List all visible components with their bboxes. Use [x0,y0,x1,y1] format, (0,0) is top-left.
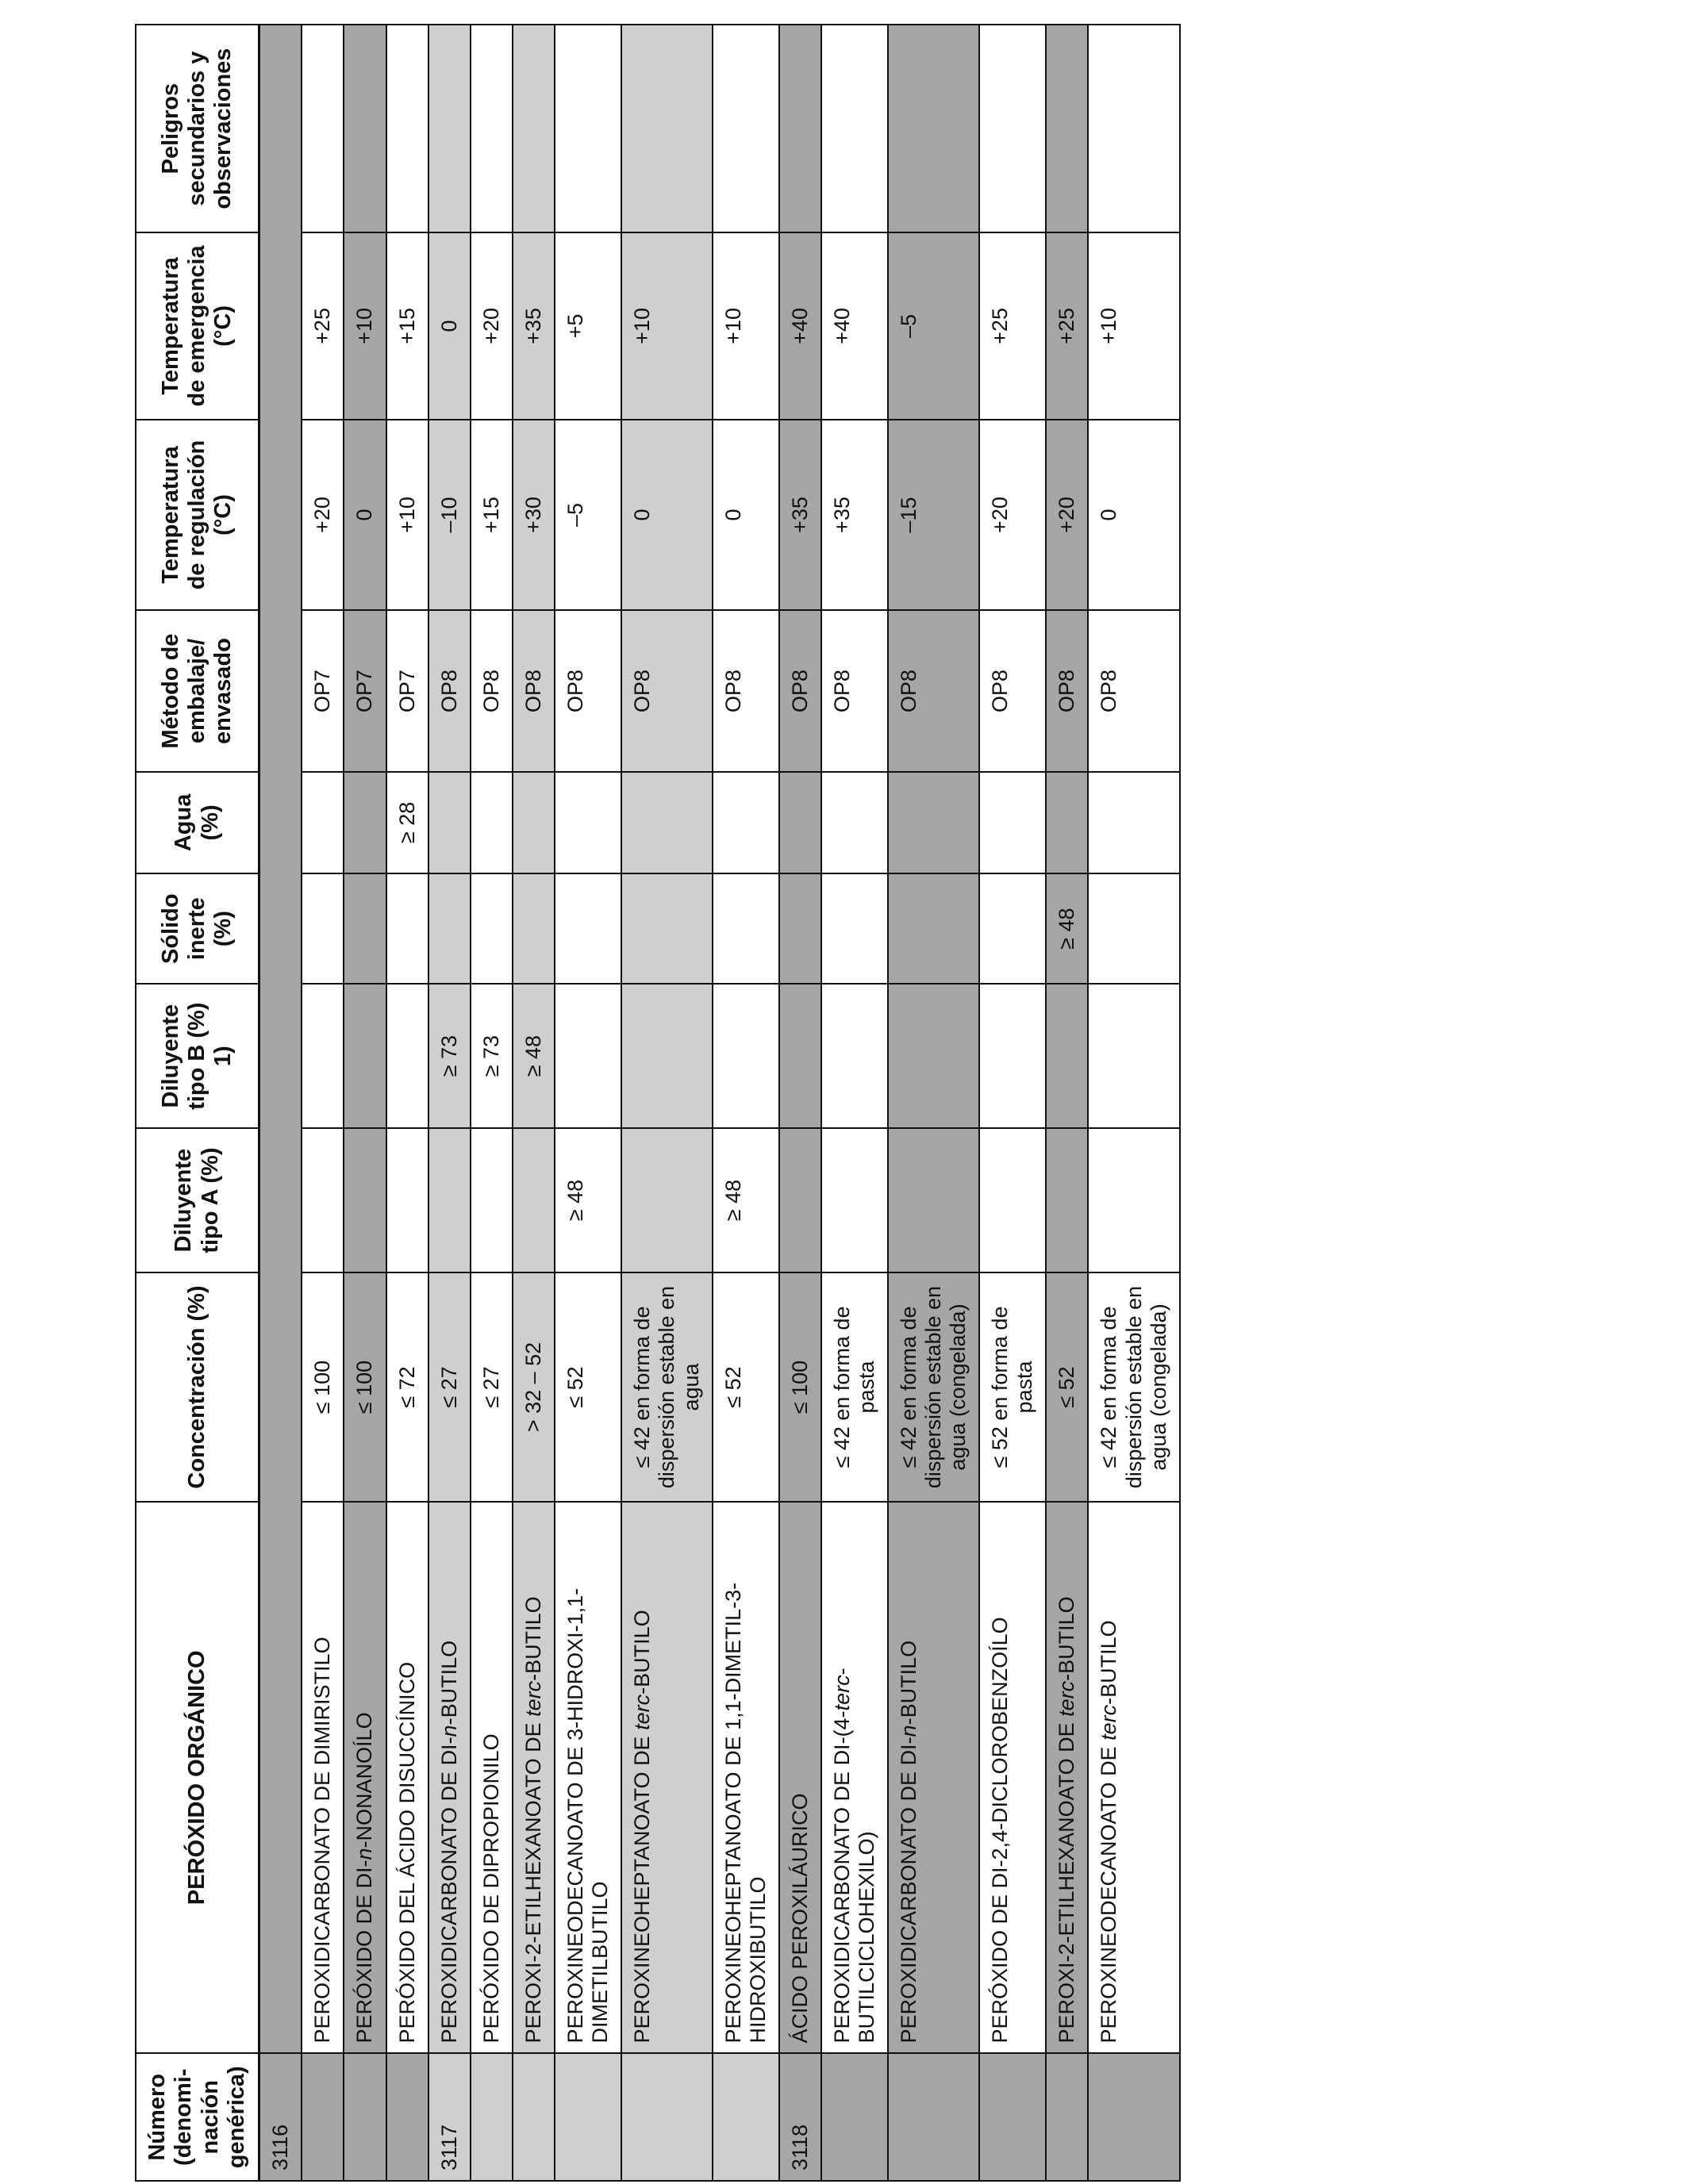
cell-solido [979,873,1046,984]
cell-concentracion: ≤ 52 [713,1272,779,1502]
cell-diluyente-a [513,1128,555,1272]
peroxide-name: ÁCIDO PEROXILÁURICO [779,1502,821,2054]
cell-t-regulacion: +35 [779,420,821,611]
peroxide-name: PERÓXIDO DE DI-n-NONANOÍLO [344,1502,386,2054]
cell-metodo: OP8 [779,610,821,771]
cell-solido [555,873,621,984]
cell-solido [821,873,888,984]
header-diluyente-a: Diluyente tipo A (%) [136,1128,259,1272]
cell-diluyente-a [428,1128,471,1272]
cell-t-regulacion: +20 [1046,420,1088,611]
cell-concentracion: ≤ 42 en forma de pasta [821,1272,888,1502]
cell-solido [344,873,386,984]
cell-agua: ≥ 28 [386,772,428,873]
cell-metodo: OP8 [428,610,471,771]
cell-t-regulacion: –5 [555,420,621,611]
cell-solido [471,873,513,984]
peroxide-name: PEROXIDICARBONATO DE DIMIRISTILO [302,1502,344,2054]
cell-diluyente-b [821,984,888,1128]
cell-metodo: OP8 [713,610,779,771]
header-metodo: Método de embalaje/ envasado [136,610,259,771]
table-row [979,25,1046,2181]
cell-diluyente-b [344,984,386,1128]
cell-observaciones [779,25,821,232]
cell-agua [471,772,513,873]
cell-t-regulacion: 0 [344,420,386,611]
cell-observaciones [471,25,513,232]
peroxide-name: PEROXI-2-ETILHEXANOATO DE terc-BUTILO [1046,1502,1088,2054]
cell-t-emergencia: +20 [471,232,513,419]
cell-t-regulacion: 0 [713,420,779,611]
header-solido: Sólido inerte (%) [136,873,259,984]
peroxide-name: PEROXIDICARBONATO DE DI-n-BUTILO [428,1502,471,2054]
group-spacer-row [259,25,302,2181]
cell-diluyente-a [471,1128,513,1272]
cell-observaciones [302,25,344,232]
cell-metodo: OP7 [344,610,386,771]
cell-observaciones [713,25,779,232]
cell-diluyente-b: ≥ 73 [471,984,513,1128]
cell-concentracion: ≤ 52 [555,1272,621,1502]
cell-observaciones [821,25,888,232]
cell-concentracion: ≤ 27 [428,1272,471,1502]
peroxide-name: PEROXIDICARBONATO DE DI-(4-terc-BUTILCICLOHEXILO) [821,1502,888,2054]
cell-diluyente-b [1088,984,1179,1128]
cell-agua [513,772,555,873]
header-concentracion: Concentración (%) [136,1272,259,1502]
cell-t-emergencia: +35 [513,232,555,419]
header-agua: Agua (%) [136,772,259,873]
table-row [621,25,713,2181]
cell-concentracion: ≤ 52 [1046,1272,1088,1502]
cell-diluyente-a [1046,1128,1088,1272]
cell-diluyente-a: ≥ 48 [555,1128,621,1272]
cell-concentracion: > 32 – 52 [513,1272,555,1502]
header-diluyente-b: Diluyente tipo B (%) 1) [136,984,259,1128]
table-body [259,25,1180,2181]
cell-agua [344,772,386,873]
cell-observaciones [428,25,471,232]
cell-metodo: OP7 [386,610,428,771]
table-row [428,25,471,2181]
table-row [1046,25,1088,2181]
table-row [713,25,779,2181]
cell-diluyente-b [888,984,979,1128]
cell-t-emergencia: +5 [555,232,621,419]
peroxide-name: PEROXI-2-ETILHEXANOATO DE terc-BUTILO [513,1502,555,2054]
cell-concentracion: ≤ 52 en forma de pasta [979,1272,1046,1502]
cell-t-regulacion: +10 [386,420,428,611]
cell-t-emergencia: +10 [1088,232,1179,419]
cell-concentracion: ≤ 42 en forma de dispersión estable en agua (congelada) [1088,1272,1179,1502]
cell-observaciones [555,25,621,232]
cell-t-emergencia: 0 [428,232,471,419]
group-number: 3118 [779,2054,821,2182]
cell-observaciones [979,25,1046,232]
cell-agua [555,772,621,873]
cell-t-emergencia: +25 [979,232,1046,419]
peroxide-table [135,24,1181,2182]
header-t-emergencia: Temperatura de emergencia (°C) [136,232,259,419]
cell-diluyente-b [302,984,344,1128]
peroxide-name: PEROXINEOHEPTANOATO DE terc-BUTILO [621,1502,713,2054]
cell-diluyente-b [621,984,713,1128]
header-row [136,25,259,2181]
cell-metodo: OP8 [471,610,513,771]
cell-t-emergencia: –5 [888,232,979,419]
header-peligros: Peligros secundarios y observaciones [136,25,259,232]
table-row [302,25,344,2181]
cell-observaciones [621,25,713,232]
group-number: 3117 [428,2054,471,2182]
cell-concentracion: ≤ 100 [779,1272,821,1502]
cell-metodo: OP8 [888,610,979,771]
cell-diluyente-a [888,1128,979,1272]
cell-observaciones [1046,25,1088,232]
table-row [471,25,513,2181]
table-row [1088,25,1179,2181]
peroxide-name: PERÓXIDO DEL ÁCIDO DISUCCÍNICO [386,1502,428,2054]
cell-t-emergencia: +10 [621,232,713,419]
cell-observaciones [344,25,386,232]
cell-solido [1088,873,1179,984]
cell-concentracion: ≤ 100 [344,1272,386,1502]
cell-diluyente-a [1088,1128,1179,1272]
cell-solido [428,873,471,984]
cell-t-regulacion: 0 [621,420,713,611]
peroxide-name: PEROXINEODECANOATO DE 3-HIDROXI-1,1-DIMETILBUTILO [555,1502,621,2054]
cell-t-emergencia: +25 [302,232,344,419]
cell-metodo: OP8 [513,610,555,771]
cell-observaciones [888,25,979,232]
cell-solido [621,873,713,984]
cell-concentracion: ≤ 72 [386,1272,428,1502]
cell-t-emergencia: +10 [713,232,779,419]
cell-solido [713,873,779,984]
cell-metodo: OP8 [1088,610,1179,771]
table-row [386,25,428,2181]
cell-diluyente-b [386,984,428,1128]
cell-agua [821,772,888,873]
cell-solido: ≥ 48 [1046,873,1088,984]
cell-metodo: OP8 [1046,610,1088,771]
cell-t-regulacion: +30 [513,420,555,611]
cell-t-regulacion: +15 [471,420,513,611]
cell-solido [888,873,979,984]
cell-diluyente-b [779,984,821,1128]
cell-t-emergencia: +40 [779,232,821,419]
cell-solido [386,873,428,984]
cell-agua [1088,772,1179,873]
peroxide-name: PEROXIDICARBONATO DE DI-n-BUTILO [888,1502,979,2054]
peroxide-name: PERÓXIDO DE DIPROPIONILO [471,1502,513,2054]
cell-agua [779,772,821,873]
cell-diluyente-a [344,1128,386,1272]
cell-concentracion: ≤ 100 [302,1272,344,1502]
cell-agua [888,772,979,873]
cell-agua [621,772,713,873]
peroxide-name: PERÓXIDO DE DI-2,4-DICLOROBENZOÍLO [979,1502,1046,2054]
cell-concentracion: ≤ 42 en forma de dispersión estable en agua (congelada) [888,1272,979,1502]
cell-t-regulacion: –15 [888,420,979,611]
cell-t-emergencia: +10 [344,232,386,419]
cell-metodo: OP7 [302,610,344,771]
rotated-table-container [135,24,1452,2182]
cell-agua [302,772,344,873]
cell-solido [779,873,821,984]
cell-concentracion: ≤ 42 en forma de dispersión estable en agua [621,1272,713,1502]
cell-diluyente-a [302,1128,344,1272]
cell-concentracion: ≤ 27 [471,1272,513,1502]
cell-diluyente-a [386,1128,428,1272]
cell-metodo: OP8 [555,610,621,771]
cell-diluyente-b: ≥ 73 [428,984,471,1128]
group-number: 3116 [259,2054,302,2182]
cell-agua [713,772,779,873]
header-t-regulacion: Temperatura de regulación (°C) [136,420,259,611]
table-row [344,25,386,2181]
cell-diluyente-a [779,1128,821,1272]
cell-metodo: OP8 [621,610,713,771]
cell-t-regulacion: +35 [821,420,888,611]
cell-agua [1046,772,1088,873]
cell-agua [428,772,471,873]
cell-t-regulacion: +20 [979,420,1046,611]
table-row [555,25,621,2181]
header-numero: Número (denomi-nación genérica) [136,2054,259,2182]
cell-diluyente-b: ≥ 48 [513,984,555,1128]
cell-t-emergencia: +40 [821,232,888,419]
cell-metodo: OP8 [821,610,888,771]
peroxide-name: PEROXINEOHEPTANOATO DE 1,1-DIMETIL-3-HIDROXIBUTILO [713,1502,779,2054]
header-peroxido: PERÓXIDO ORGÁNICO [136,1502,259,2054]
table-row [821,25,888,2181]
cell-agua [979,772,1046,873]
cell-diluyente-b [713,984,779,1128]
cell-observaciones [1088,25,1179,232]
cell-diluyente-a [979,1128,1046,1272]
table-row [888,25,979,2181]
cell-diluyente-a [621,1128,713,1272]
cell-observaciones [386,25,428,232]
cell-diluyente-b [555,984,621,1128]
peroxide-name: PEROXINEODECANOATO DE terc-BUTILO [1088,1502,1179,2054]
table-row [779,25,821,2181]
cell-t-emergencia: +25 [1046,232,1088,419]
cell-t-regulacion: –10 [428,420,471,611]
cell-metodo: OP8 [979,610,1046,771]
cell-solido [513,873,555,984]
cell-diluyente-b [979,984,1046,1128]
cell-solido [302,873,344,984]
cell-t-regulacion: +20 [302,420,344,611]
cell-t-emergencia: +15 [386,232,428,419]
cell-diluyente-a [821,1128,888,1272]
cell-t-regulacion: 0 [1088,420,1179,611]
table-row [513,25,555,2181]
cell-diluyente-b [1046,984,1088,1128]
cell-diluyente-a: ≥ 48 [713,1128,779,1272]
cell-observaciones [513,25,555,232]
